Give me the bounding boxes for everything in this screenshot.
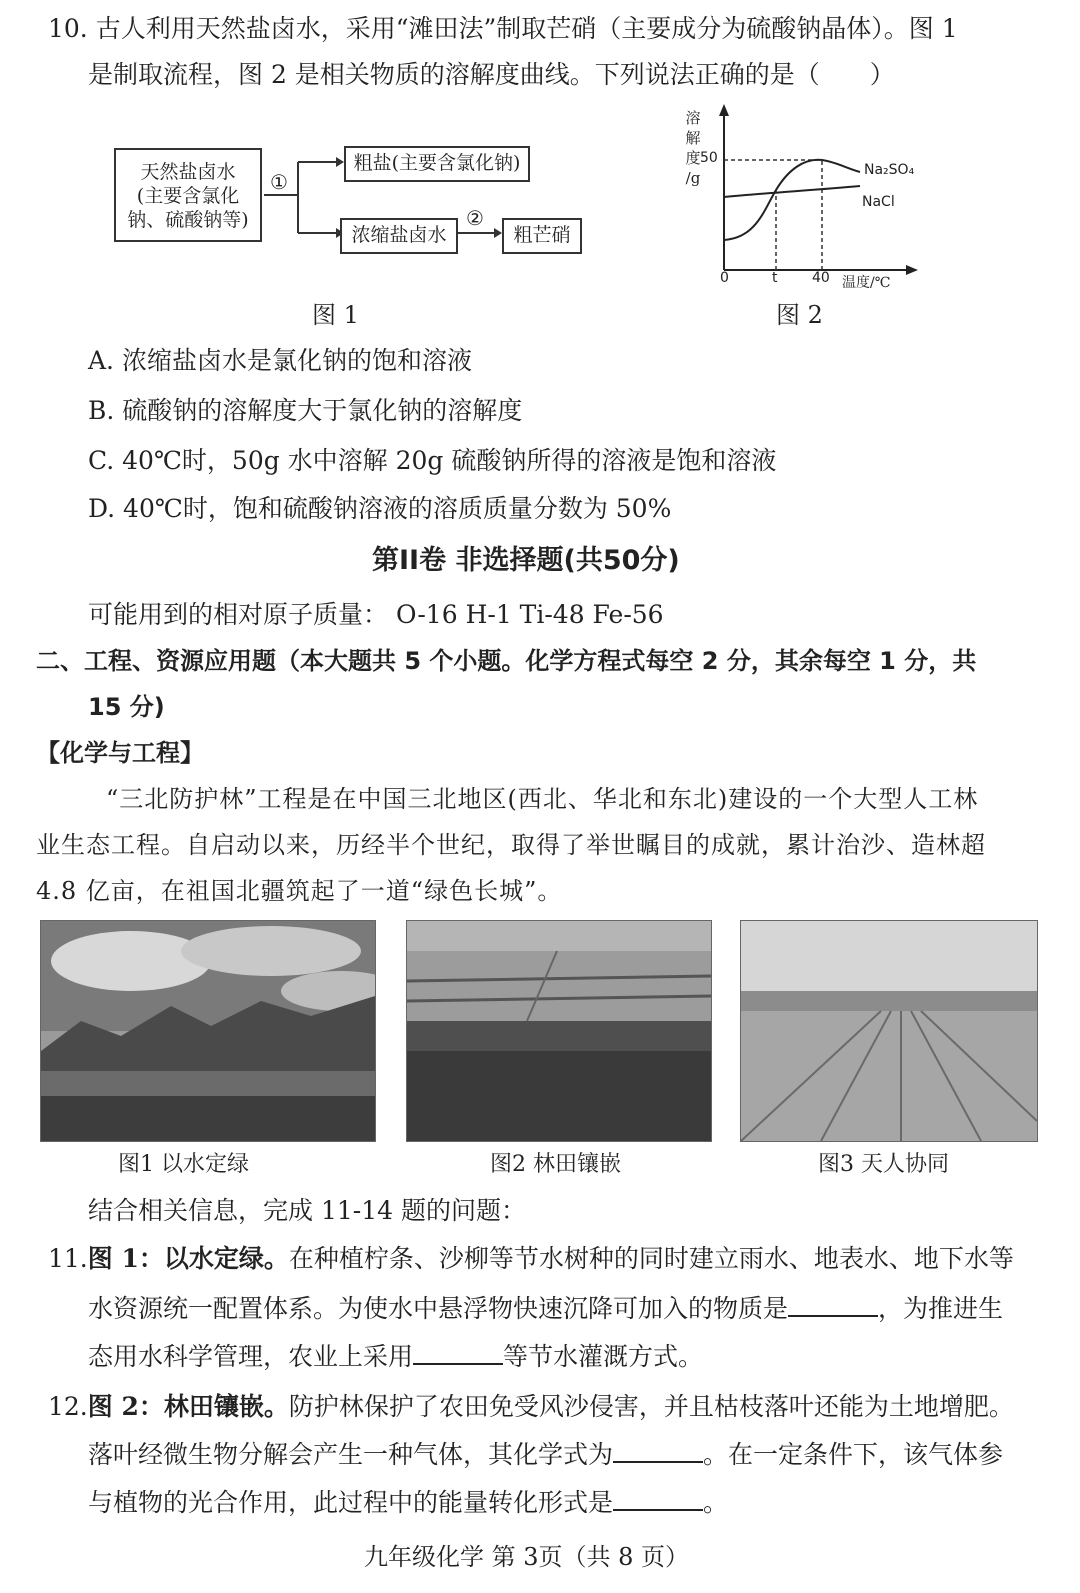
q12-blank2[interactable] xyxy=(613,1487,703,1511)
photo2-caption: 图2 林田镶嵌 xyxy=(490,1152,621,1177)
part2-title: 第II卷 非选择题(共50分) xyxy=(372,545,680,576)
q10-stem-line1: 10. 古人利用天然盐卤水，采用“滩田法”制取芒硝（主要成分为硫酸钠晶体）。图 1 xyxy=(48,14,958,43)
passage-line1: “三北防护林”工程是在中国三北地区(西北、华北和东北)建设的一个大型人工林 xyxy=(106,785,979,813)
q10-stem-line2: 是制取流程，图 2 是相关物质的溶解度曲线。下列说法正确的是（ ） xyxy=(88,60,895,89)
q12-line3b: 。 xyxy=(703,1488,729,1517)
flow-source-line2: (主要含氯化 xyxy=(136,185,240,207)
passage-line2: 业生态工程。自启动以来，历经半个世纪，取得了举世瞩目的成就，累计治沙、造林超 xyxy=(36,831,986,859)
nacl-curve xyxy=(724,186,860,197)
graph-ylabel-char1: 溶 xyxy=(685,109,701,127)
graph-y50-label: 50 xyxy=(700,150,718,166)
flow-crude-salt-box: 粗盐(主要含氯化钠) xyxy=(344,146,530,182)
graph-ylabel-char3: 度 xyxy=(685,149,701,167)
section2-heading-line1: 二、工程、资源应用题（本大题共 5 个小题。化学方程式每空 2 分，其余每空 1 分，共 xyxy=(36,647,977,675)
q11-line2b: ，为推进生 xyxy=(878,1294,1004,1323)
q10-option-c: C. 40℃时，50g 水中溶解 20g 硫酸钠所得的溶液是饱和溶液 xyxy=(88,446,777,475)
q12-line2b: 。在一定条件下，该气体参 xyxy=(703,1440,1004,1469)
graph-nacl-label: NaCl xyxy=(862,194,895,210)
questions-intro: 结合相关信息，完成 11-14 题的问题： xyxy=(88,1196,526,1225)
q11-line1-text: 在种植柠条、沙柳等节水树种的同时建立雨水、地表水、地下水等 xyxy=(288,1244,1014,1273)
photo-mountains xyxy=(40,920,376,1142)
q11-line1 xyxy=(48,1242,1014,1276)
graph-x40-label: 40 xyxy=(812,270,830,286)
photo-planting xyxy=(740,920,1038,1142)
graph-t-label: t xyxy=(772,270,778,286)
flow-step2-label: ② xyxy=(466,206,484,230)
q12-lead: 图 2：林田镶嵌。 xyxy=(87,1392,289,1421)
q11-lead: 图 1：以水定绿。 xyxy=(87,1244,289,1273)
figure1-caption: 图 1 xyxy=(312,301,359,329)
q11-number: 11. xyxy=(48,1244,88,1273)
q10-option-b: B. 硫酸钠的溶解度大于氯化钠的溶解度 xyxy=(88,396,523,425)
graph-na2so4-label: Na₂SO₄ xyxy=(864,162,915,178)
q11-blank1[interactable] xyxy=(788,1293,878,1317)
solubility-graph xyxy=(676,100,936,300)
flow-source-box xyxy=(114,148,262,242)
q11-line2a: 水资源统一配置体系。为使水中悬浮物快速沉降可加入的物质是 xyxy=(88,1294,789,1323)
graph-ylabel-char2: 解 xyxy=(685,129,701,147)
q12-line1-text: 防护林保护了农田免受风沙侵害，并且枯枝落叶还能为土地增肥。 xyxy=(288,1392,1014,1421)
q12-line1 xyxy=(48,1390,1014,1424)
figure2-caption: 图 2 xyxy=(776,301,823,329)
section2-heading-line2: 15 分) xyxy=(88,693,165,721)
photo-mountains-image xyxy=(41,921,375,1141)
flow-step1-label: ① xyxy=(270,170,288,194)
graph-xlabel: 温度/℃ xyxy=(842,275,891,291)
photo3-caption: 图3 天人协同 xyxy=(818,1152,949,1177)
atomic-mass-line: 可能用到的相对原子质量： O-16 H-1 Ti-48 Fe-56 xyxy=(88,600,664,629)
na2so4-curve xyxy=(724,160,860,240)
q10-option-a: A. 浓缩盐卤水是氯化钠的饱和溶液 xyxy=(88,346,472,375)
graph-ylabel-char4: /g xyxy=(685,169,701,187)
subsection-heading: 【化学与工程】 xyxy=(36,739,204,767)
q11-line3 xyxy=(88,1340,703,1374)
flow-brine-box: 浓缩盐卤水 xyxy=(340,218,458,254)
q12-line3 xyxy=(88,1486,728,1520)
graph-origin-label: 0 xyxy=(720,270,729,286)
photo-forest-fields-image xyxy=(407,921,711,1141)
q11-blank2[interactable] xyxy=(413,1341,503,1365)
q12-line3a: 与植物的光合作用，此过程中的能量转化形式是 xyxy=(88,1488,614,1517)
q11-line3b: 等节水灌溉方式。 xyxy=(503,1342,704,1371)
q11-line3a: 态用水科学管理，农业上采用 xyxy=(88,1342,414,1371)
solubility-graph-canvas xyxy=(676,100,936,300)
photo-forest-fields xyxy=(406,920,712,1142)
page-footer: 九年级化学 第 3页（共 8 页） xyxy=(364,1543,690,1571)
q12-line2 xyxy=(88,1438,1003,1472)
q12-line2a: 落叶经微生物分解会产生一种气体，其化学式为 xyxy=(88,1440,614,1469)
flow-source-line1: 天然盐卤水 xyxy=(140,161,236,183)
q12-number: 12. xyxy=(48,1392,88,1421)
flow-source-line3: 钠、硫酸钠等) xyxy=(127,209,249,231)
passage-line3: 4.8 亿亩，在祖国北疆筑起了一道“绿色长城”。 xyxy=(36,877,563,905)
photo1-caption: 图1 以水定绿 xyxy=(118,1152,249,1177)
flow-diagram xyxy=(110,140,590,260)
q12-blank1[interactable] xyxy=(613,1439,703,1463)
graph-ylabel xyxy=(682,108,704,188)
photo-planting-image xyxy=(741,921,1037,1141)
flow-mirabilite-box: 粗芒硝 xyxy=(502,218,582,254)
q11-line2 xyxy=(88,1292,1003,1326)
q10-option-d: D. 40℃时，饱和硫酸钠溶液的溶质质量分数为 50% xyxy=(88,494,672,523)
